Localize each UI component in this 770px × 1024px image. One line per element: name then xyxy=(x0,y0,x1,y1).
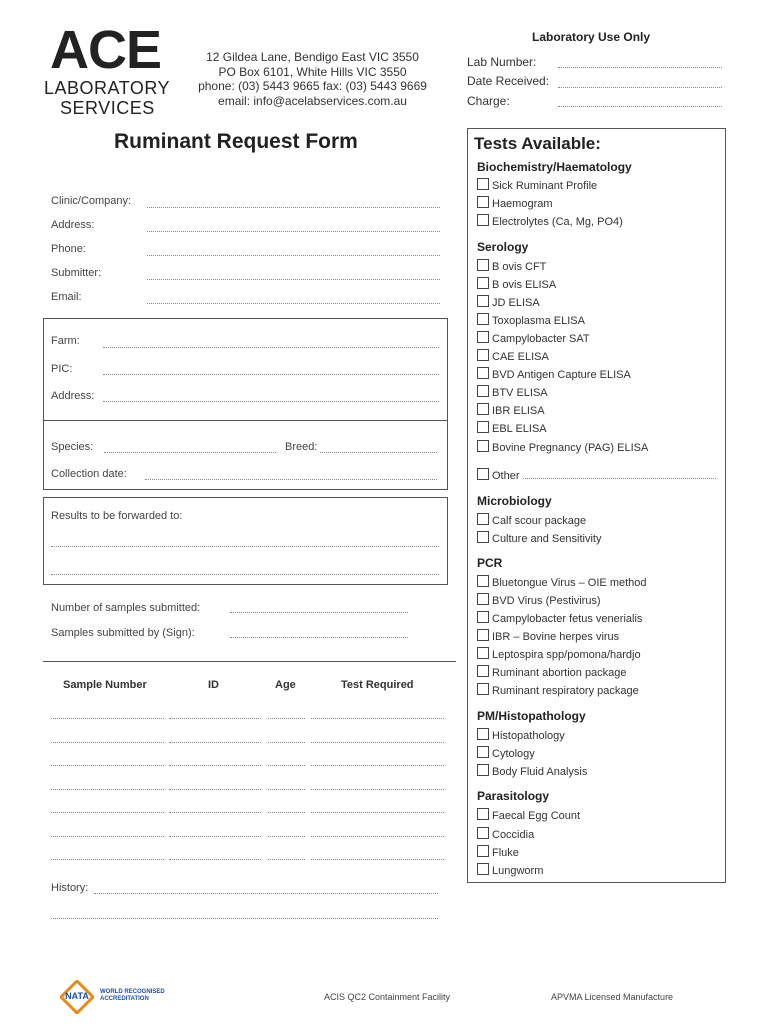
test-option-label: CAE ELISA xyxy=(492,351,549,363)
table-cell-field[interactable] xyxy=(311,812,444,813)
checkbox-icon[interactable] xyxy=(477,513,489,525)
test-option-label: B ovis CFT xyxy=(492,261,547,273)
ace-logo: ACE xyxy=(50,20,162,80)
species-field[interactable] xyxy=(104,452,276,453)
test-category-heading: Serology xyxy=(477,240,529,254)
other-test-field[interactable] xyxy=(523,478,716,479)
checkbox-icon[interactable] xyxy=(477,593,489,605)
test-option-label: EBL ELISA xyxy=(492,423,547,435)
farm-address-field[interactable] xyxy=(103,401,439,402)
test-option-label: Toxoplasma ELISA xyxy=(492,315,585,327)
samples-sign-field[interactable] xyxy=(230,637,408,638)
farm-address-label: Address: xyxy=(51,390,95,402)
checkbox-icon[interactable] xyxy=(477,367,489,379)
breed-field[interactable] xyxy=(320,452,437,453)
nata-line-2: ACCREDITATION xyxy=(100,996,149,1002)
test-option-label: Bovine Pregnancy (PAG) ELISA xyxy=(492,442,649,454)
table-cell-field[interactable] xyxy=(169,718,261,719)
form-title: Ruminant Request Form xyxy=(114,130,358,153)
test-category-heading: Microbiology xyxy=(477,494,552,508)
table-cell-field[interactable] xyxy=(51,789,164,790)
history-line-2[interactable] xyxy=(51,918,438,919)
test-option-label: Fluke xyxy=(492,847,519,859)
test-option[interactable] xyxy=(477,863,543,877)
farm-label: Farm: xyxy=(51,335,80,347)
table-cell-field[interactable] xyxy=(169,812,261,813)
email-line: email: info@acelabservices.com.au xyxy=(218,93,407,108)
test-option[interactable] xyxy=(477,214,623,228)
checkbox-icon[interactable] xyxy=(477,331,489,343)
table-cell-field[interactable] xyxy=(51,836,164,837)
table-top-rule xyxy=(43,661,456,662)
address-line: PO Box 6101, White Hills VIC 3550 xyxy=(218,64,407,79)
test-option[interactable] xyxy=(477,593,601,607)
results-line-1[interactable] xyxy=(51,546,439,547)
col-test-required: Test Required xyxy=(341,679,414,691)
apvma-footer: APVMA Licensed Manufacture xyxy=(551,992,674,1002)
checkbox-icon[interactable] xyxy=(477,808,489,820)
logo-line-laboratory: LABORATORY xyxy=(44,78,171,98)
test-option-label: Histopathology xyxy=(492,730,565,742)
test-option[interactable] xyxy=(477,808,580,822)
test-option[interactable] xyxy=(477,403,545,417)
test-option[interactable] xyxy=(477,367,631,381)
test-option-label: Faecal Egg Count xyxy=(492,810,581,822)
table-cell-field[interactable] xyxy=(311,789,444,790)
test-option-label: Bluetongue Virus – OIE method xyxy=(492,577,647,589)
table-cell-field[interactable] xyxy=(268,789,305,790)
collection-date-field[interactable] xyxy=(145,479,437,480)
phone-line: phone: (03) 5443 9665 fax: (03) 5443 9669 xyxy=(198,79,427,93)
test-option-label: Lungworm xyxy=(492,865,544,877)
pic-field[interactable] xyxy=(103,374,439,375)
email-field[interactable] xyxy=(147,303,440,304)
table-cell-field[interactable] xyxy=(51,765,164,766)
address-field[interactable] xyxy=(147,231,440,232)
table-cell-field[interactable] xyxy=(311,742,444,743)
logo-line-services: SERVICES xyxy=(60,98,155,118)
phone-label: Phone: xyxy=(51,243,86,255)
results-line-2[interactable] xyxy=(51,574,439,575)
table-cell-field[interactable] xyxy=(268,812,305,813)
table-cell-field[interactable] xyxy=(51,718,164,719)
checkbox-icon[interactable] xyxy=(477,827,489,839)
col-age: Age xyxy=(275,679,296,691)
test-option[interactable] xyxy=(477,295,540,309)
address-block xyxy=(185,50,440,108)
farm-box xyxy=(43,318,448,490)
checkbox-icon[interactable] xyxy=(477,468,489,480)
checkbox-icon[interactable] xyxy=(477,611,489,623)
samples-number-field[interactable] xyxy=(230,612,408,613)
test-option-label: Culture and Sensitivity xyxy=(492,533,602,545)
test-option[interactable] xyxy=(477,440,648,454)
test-option[interactable] xyxy=(477,349,549,363)
table-cell-field[interactable] xyxy=(51,742,164,743)
submitter-label: Submitter: xyxy=(51,267,102,279)
checkbox-icon[interactable] xyxy=(477,385,489,397)
test-option-label: JD ELISA xyxy=(492,297,540,309)
nata-accreditation-text xyxy=(100,989,165,1003)
test-option[interactable] xyxy=(477,728,565,742)
test-category-heading: Parasitology xyxy=(477,789,550,803)
checkbox-icon[interactable] xyxy=(477,440,489,452)
table-cell-field[interactable] xyxy=(311,859,444,860)
checkbox-icon[interactable] xyxy=(477,683,489,695)
test-option[interactable] xyxy=(477,665,627,679)
lab-number-field[interactable] xyxy=(558,67,722,68)
samples-sign-label: Samples submitted by (Sign): xyxy=(51,627,195,639)
test-option-label: Haemogram xyxy=(492,198,553,210)
test-option[interactable] xyxy=(477,178,597,192)
test-option[interactable] xyxy=(477,259,546,273)
checkbox-icon[interactable] xyxy=(477,629,489,641)
test-option-label: Campylobacter fetus venerialis xyxy=(492,613,643,625)
history-line-1[interactable] xyxy=(94,893,438,894)
test-category-heading: PM/Histopathology xyxy=(477,709,586,723)
test-option-label: Coccidia xyxy=(492,829,535,841)
checkbox-icon[interactable] xyxy=(477,764,489,776)
clinic-field[interactable] xyxy=(147,207,440,208)
test-option[interactable] xyxy=(477,513,586,527)
col-sample-number: Sample Number xyxy=(63,679,147,691)
checkbox-icon[interactable] xyxy=(477,531,489,543)
submitter-field[interactable] xyxy=(147,279,440,280)
test-option-label: IBR – Bovine herpes virus xyxy=(492,631,620,643)
test-option-label: BVD Virus (Pestivirus) xyxy=(492,595,601,607)
test-option[interactable] xyxy=(477,313,585,327)
checkbox-icon[interactable] xyxy=(477,665,489,677)
results-label: Results to be forwarded to: xyxy=(51,510,183,522)
test-option[interactable] xyxy=(477,331,590,345)
test-option-label: Calf scour package xyxy=(492,515,587,527)
checkbox-icon[interactable] xyxy=(477,196,489,208)
samples-number-label: Number of samples submitted: xyxy=(51,602,201,614)
test-option-label: IBR ELISA xyxy=(492,405,545,417)
checkbox-icon[interactable] xyxy=(477,746,489,758)
table-cell-field[interactable] xyxy=(51,812,164,813)
checkbox-icon[interactable] xyxy=(477,575,489,587)
table-cell-field[interactable] xyxy=(169,859,261,860)
test-option-label: Body Fluid Analysis xyxy=(492,766,588,778)
farm-box-divider xyxy=(43,420,448,421)
col-id: ID xyxy=(208,679,219,691)
test-option[interactable] xyxy=(477,277,556,291)
test-option-label: Campylobacter SAT xyxy=(492,333,590,345)
table-cell-field[interactable] xyxy=(268,836,305,837)
test-option[interactable] xyxy=(477,629,619,643)
test-option-label: Ruminant abortion package xyxy=(492,667,627,679)
test-option-label: Leptospira spp/pomona/hardjo xyxy=(492,649,641,661)
checkbox-icon[interactable] xyxy=(477,863,489,875)
farm-field[interactable] xyxy=(103,347,439,348)
test-option[interactable] xyxy=(477,845,519,859)
test-option[interactable] xyxy=(477,421,547,435)
table-cell-field[interactable] xyxy=(268,742,305,743)
species-label: Species: xyxy=(51,441,94,453)
test-category-heading: Biochemistry/Haematology xyxy=(477,160,632,174)
test-option-label: BVD Antigen Capture ELISA xyxy=(492,369,631,381)
history-label: History: xyxy=(51,882,89,894)
table-cell-field[interactable] xyxy=(311,765,444,766)
test-option[interactable] xyxy=(477,385,548,399)
breed-label: Breed: xyxy=(285,441,318,453)
clinic-label: Clinic/Company: xyxy=(51,195,132,207)
charge-label: Charge: xyxy=(467,94,510,108)
test-option-label: BTV ELISA xyxy=(492,387,548,399)
checkbox-icon[interactable] xyxy=(477,313,489,325)
test-option-label: Other xyxy=(492,470,520,482)
lab-number-label: Lab Number: xyxy=(467,55,537,69)
collection-date-label: Collection date: xyxy=(51,468,127,480)
checkbox-icon[interactable] xyxy=(477,403,489,415)
test-option[interactable] xyxy=(477,531,601,545)
phone-field[interactable] xyxy=(147,255,440,256)
checkbox-icon[interactable] xyxy=(477,178,489,190)
table-cell-field[interactable] xyxy=(169,765,261,766)
test-option-label: B ovis ELISA xyxy=(492,279,557,291)
checkbox-icon[interactable] xyxy=(477,214,489,226)
acis-footer: ACIS QC2 Containment Facility xyxy=(324,992,451,1002)
table-cell-field[interactable] xyxy=(268,765,305,766)
checkbox-icon[interactable] xyxy=(477,349,489,361)
tests-title: Tests Available: xyxy=(474,134,601,153)
table-cell-field[interactable] xyxy=(169,836,261,837)
test-option[interactable] xyxy=(477,575,647,589)
table-cell-field[interactable] xyxy=(169,742,261,743)
test-option[interactable] xyxy=(477,764,587,778)
table-cell-field[interactable] xyxy=(169,789,261,790)
nata-line-1: WORLD RECOGNISED xyxy=(100,989,165,995)
nata-logo-icon xyxy=(60,980,94,1014)
test-option[interactable] xyxy=(477,611,642,625)
email-label: Email: xyxy=(51,291,82,303)
checkbox-icon[interactable] xyxy=(477,845,489,857)
lab-use-title: Laboratory Use Only xyxy=(532,30,651,44)
test-option-label: Ruminant respiratory package xyxy=(492,685,639,697)
checkbox-icon[interactable] xyxy=(477,295,489,307)
test-option-label: Electrolytes (Ca, Mg, PO4) xyxy=(492,216,623,228)
test-option[interactable] xyxy=(477,827,534,841)
test-option[interactable] xyxy=(477,468,716,482)
checkbox-icon[interactable] xyxy=(477,421,489,433)
checkbox-icon[interactable] xyxy=(477,647,489,659)
test-option-label: Sick Ruminant Profile xyxy=(492,180,598,192)
date-received-label: Date Received: xyxy=(467,74,550,88)
checkbox-icon[interactable] xyxy=(477,277,489,289)
date-received-field[interactable] xyxy=(558,87,722,88)
checkbox-icon[interactable] xyxy=(477,728,489,740)
table-cell-field[interactable] xyxy=(311,836,444,837)
table-cell-field[interactable] xyxy=(311,718,444,719)
test-option[interactable] xyxy=(477,746,535,760)
test-option[interactable] xyxy=(477,196,553,210)
test-category-heading: PCR xyxy=(477,556,503,570)
pic-label: PIC: xyxy=(51,363,73,375)
address-label: Address: xyxy=(51,219,95,231)
test-option[interactable] xyxy=(477,647,641,661)
table-cell-field[interactable] xyxy=(51,859,164,860)
table-cell-field[interactable] xyxy=(268,859,305,860)
charge-field[interactable] xyxy=(558,106,722,107)
table-cell-field[interactable] xyxy=(268,718,305,719)
checkbox-icon[interactable] xyxy=(477,259,489,271)
address-line: 12 Gildea Lane, Bendigo East VIC 3550 xyxy=(206,50,419,64)
test-option-label: Cytology xyxy=(492,748,535,760)
test-option[interactable] xyxy=(477,683,639,697)
nata-logo-text: NATA xyxy=(65,991,89,1001)
